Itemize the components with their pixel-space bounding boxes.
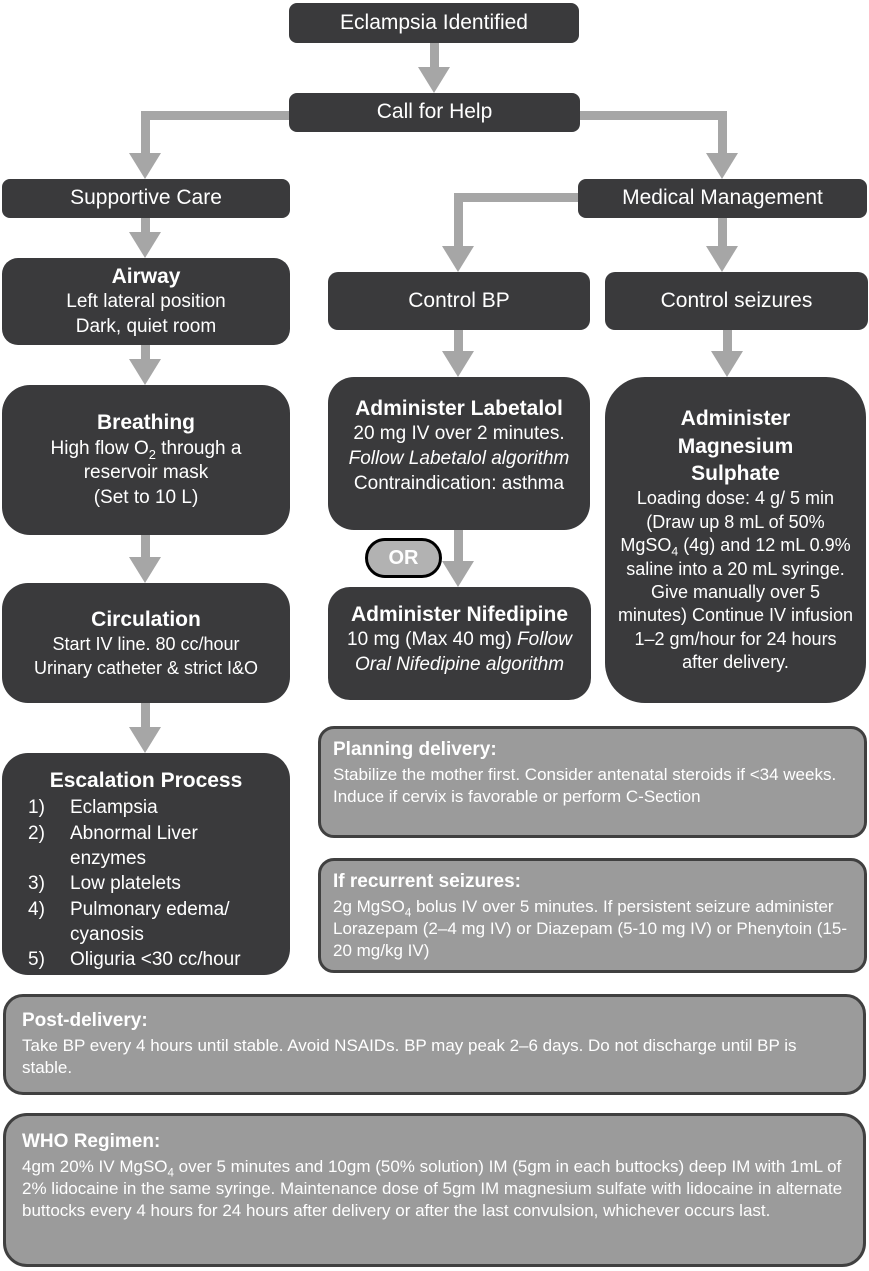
arrow-breathing-to-circulation: [128, 535, 162, 583]
arrow-medical-to-seizures: [705, 218, 739, 272]
node-title: Administer Nifedipine: [350, 603, 569, 626]
node-eclampsia-identified: [289, 3, 579, 43]
node-text: Contraindication: asthma: [353, 472, 565, 494]
subscript: 2: [148, 446, 156, 462]
node-label: Medical Management: [622, 186, 823, 210]
node-text: 20 mg IV over 2 minutes.: [353, 423, 565, 445]
arrowhead-down-icon: [442, 246, 474, 272]
subscript: 4: [167, 1167, 174, 1180]
arrow-line: [430, 43, 439, 67]
subscript: 4: [671, 544, 679, 559]
node-text: (Set to 10 L): [93, 486, 199, 508]
elbow-line-medical-to-controlbp: [459, 193, 578, 202]
arrowhead-down-icon: [706, 153, 738, 179]
node-text: Urinary catheter & strict I&O: [33, 657, 259, 678]
panel-title: WHO Regimen:: [22, 1131, 161, 1152]
arrowhead-down-icon: [129, 232, 161, 258]
node-administer-magnesium-sulphate: [605, 377, 866, 703]
node-title: Administer: [680, 407, 791, 431]
arrowhead-down-icon: [129, 727, 161, 753]
panel-recurrent-seizures: [318, 858, 867, 973]
node-call-for-help: [289, 93, 580, 132]
arrow-airway-to-breathing: [128, 345, 162, 385]
list-item: 4) Pulmonary edema/ cyanosis: [28, 899, 230, 945]
arrow-labetalol-to-nifedipine: [441, 530, 475, 587]
node-medical-management: [578, 179, 867, 218]
node-title: Escalation Process: [49, 769, 243, 792]
node-text: Dark, quiet room: [75, 316, 217, 338]
node-label: Control BP: [408, 288, 510, 312]
arrowhead-down-icon: [711, 351, 743, 377]
arrow-supportive-to-airway: [128, 218, 162, 258]
arrowhead-down-icon: [442, 561, 474, 587]
node-airway: [2, 258, 290, 345]
node-breathing: [2, 385, 290, 535]
panel-post-delivery: [3, 994, 866, 1095]
panel-title: If recurrent seizures:: [333, 871, 521, 892]
arrow-circulation-to-escalation: [128, 703, 162, 753]
arrowhead-down-icon: [418, 67, 450, 93]
or-connector: [365, 538, 442, 578]
list-item: 3) Low platelets: [28, 873, 181, 895]
list-item: 2) Abnormal Liver enzymes: [28, 822, 198, 869]
node-title: Circulation: [91, 607, 201, 631]
node-label: Call for Help: [376, 100, 493, 124]
node-label: Control seizures: [660, 288, 813, 312]
node-text: High flow $O_2$ through a: [50, 437, 242, 462]
arrowhead-down-icon: [442, 351, 474, 377]
panel-text: Take BP every 4 hours until stable. Avoid NSAIDs. BP may peak 2–6 days. Do not discharge until BP is stable.: [22, 1035, 797, 1077]
panel-title: Planning delivery:: [333, 739, 497, 760]
arrow-eclampsia-to-call: [417, 43, 451, 93]
node-control-bp: [328, 272, 590, 330]
node-circulation: [2, 583, 290, 703]
node-administer-nifedipine: [328, 587, 591, 700]
subscript: 4: [404, 907, 412, 920]
arrow-controlbp-to-labetalol: [441, 330, 475, 377]
node-supportive-care: [2, 179, 290, 218]
elbow-line-call-to-supportive: [141, 111, 150, 153]
node-escalation-process: [2, 753, 290, 975]
panel-text: 2g MgSO$_4$ bolus IV over 5 minutes. If persistent seizure administer Lorazepam (2–4 mg IV) or Diazepam (5-10 mg IV) or Phenytoin (15-20 mg/kg IV): [333, 896, 848, 960]
or-label: OR: [388, 546, 419, 569]
panel-planning-delivery: [318, 726, 867, 838]
node-text: Follow Labetalol algorithm: [348, 447, 570, 469]
elbow-line-medical-to-controlbp: [454, 193, 463, 246]
node-title: Magnesium: [677, 434, 794, 458]
elbow-line-call-to-supportive: [141, 111, 291, 120]
arrowhead-down-icon: [129, 359, 161, 385]
node-title: Breathing: [96, 411, 195, 435]
elbow-line-call-to-medical: [718, 111, 727, 153]
arrow-seizures-to-magnesium: [710, 330, 744, 377]
node-control-seizures: [605, 272, 868, 330]
arrowhead-down-icon: [129, 557, 161, 583]
node-label: Eclampsia Identified: [340, 10, 528, 34]
escalation-list: [2, 794, 290, 974]
list-item: 1) Eclampsia: [28, 797, 158, 819]
node-text: Left lateral position: [66, 291, 226, 313]
node-administer-labetalol: [328, 377, 590, 530]
arrowhead-down-icon: [706, 246, 738, 272]
panel-text: 4gm 20% IV MgSO$_4$ over 5 minutes and 10gm (50% solution) IM (5gm in each buttocks) deep IM with 1mL of 2% lidocaine in the same syringe. Maintenance dose of 5gm IM magnesium sulfate with lidocaine in alternate buttocks every 4 hours for 24 hours after delivery or after the last convulsion, whichever occurs last.: [22, 1156, 843, 1220]
node-title: Airway: [111, 265, 181, 289]
node-text: Loading dose: 4 g/ 5 min (Draw up 8 mL of 50% MgSO$_4$ (4g) and 12 mL 0.9% saline into a 20 mL syringe. Give manually over 5 minutes) Continue IV infusion 1–2 gm/hour for 24 hours after delivery.: [617, 488, 854, 673]
node-title: Sulphate: [691, 462, 780, 486]
elbow-line-call-to-medical: [579, 111, 727, 120]
node-text: Start IV line. 80 cc/hour: [52, 634, 240, 655]
arrowhead-down-icon: [129, 153, 161, 179]
node-text: reservoir mask: [83, 462, 209, 484]
panel-who-regimen: [3, 1113, 866, 1267]
list-item: 5) Oliguria <30 cc/hour: [28, 949, 241, 971]
node-label: Supportive Care: [70, 186, 222, 210]
panel-text: Stabilize the mother first. Consider antenatal steroids if <34 weeks. Induce if cervix is favorable or perform C-Section: [333, 764, 837, 806]
node-text: 10 mg (Max 40 mg) Follow Oral Nifedipine algorithm: [347, 629, 572, 675]
panel-title: Post-delivery:: [22, 1010, 148, 1031]
node-title: Administer Labetalol: [355, 397, 563, 420]
